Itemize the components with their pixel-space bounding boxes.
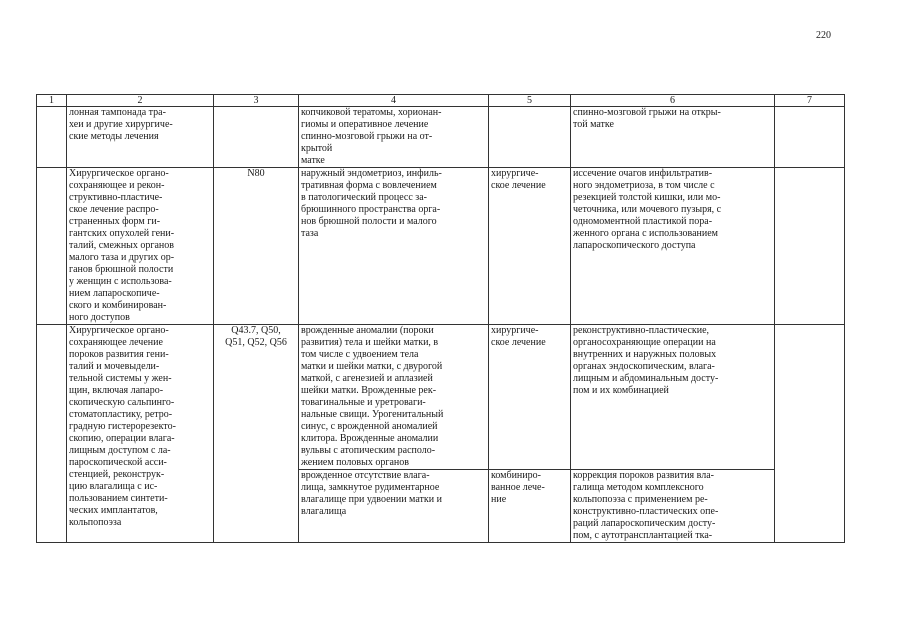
cell-line: раций лапароскопическим досту- <box>573 518 716 529</box>
row-number-cell <box>37 107 67 168</box>
cell-line: кольпопоэза <box>69 517 122 528</box>
cell-line: вульвы с атопическим располо- <box>301 445 436 456</box>
header-cell: 7 <box>775 95 845 107</box>
diagnosis-cell <box>299 325 489 470</box>
table-row <box>37 107 845 168</box>
cell-line: ское лечение <box>491 180 546 191</box>
page-number: 220 <box>816 30 831 41</box>
cell-line: лищным и абдоминальным досту- <box>573 373 719 384</box>
cell-line: скопическую сальпинго- <box>69 397 175 408</box>
cell-line: пороков развития гени- <box>69 349 169 360</box>
row-number-cell <box>37 325 67 543</box>
cell-line: скопию, операции влага- <box>69 433 175 444</box>
cell-line: лонная тампонада тра- <box>69 107 166 118</box>
cost-cell <box>775 325 845 543</box>
header-row <box>37 95 845 107</box>
cell-line: Хирургическое органо- <box>69 325 169 336</box>
cell-line: ские методы лечения <box>69 131 159 142</box>
cell-line: наружный эндометриоз, инфиль- <box>301 168 442 179</box>
cell-line: лапароскопического доступа <box>573 240 696 251</box>
cell-line: сохраняющее лечение <box>69 337 163 348</box>
cell-line: щин, включая лапаро- <box>69 385 164 396</box>
cell-line: лищным доступом с ла- <box>69 445 171 456</box>
cell-line: пароскопической асси- <box>69 457 167 468</box>
cell-line: комбиниро- <box>491 470 541 481</box>
cell-line: талий, смежных органов <box>69 240 175 251</box>
cell-line: нием лапароскопиче- <box>69 288 160 299</box>
cell-line: влагалище при удвоении матки и <box>301 494 442 505</box>
procedure-name-cell <box>67 168 214 325</box>
cell-line: Q51, Q52, Q56 <box>225 337 287 348</box>
cell-line: четочника, или мочевого пузыря, с <box>573 204 722 215</box>
cell-line: внутренних и наружных половых <box>573 349 717 360</box>
header-cell: 1 <box>37 95 67 107</box>
cell-line: одномоментной пластикой пора- <box>573 216 713 227</box>
cell-line: спинно-мозговой грыжи на от- <box>301 131 433 142</box>
table-row <box>37 168 845 325</box>
cell-line: галища методом комплексного <box>573 482 704 493</box>
cell-line: пом и их комбинацией <box>573 385 669 396</box>
cell-line: клитора. Врожденные аномалии <box>301 433 439 444</box>
cell-line: таза <box>301 228 319 239</box>
diagnosis-cell <box>299 168 489 325</box>
cell-line: том числе с удвоением тела <box>301 349 419 360</box>
icd-code-cell <box>214 107 299 168</box>
cell-line: стенцией, реконструк- <box>69 469 165 480</box>
header-cell: 5 <box>489 95 571 107</box>
table-row <box>37 325 845 470</box>
cell-line: ского и комбинирован- <box>69 300 167 311</box>
cell-line: ного эндометриоза, в том числе с <box>573 180 715 191</box>
cell-line: матке <box>301 155 325 166</box>
cell-line: реконструктивно-пластические, <box>573 325 710 336</box>
cell-line: резекцией толстой кишки, или мо- <box>573 192 721 203</box>
header-cell: 3 <box>214 95 299 107</box>
cell-line: гиомы и оперативное лечение <box>301 119 429 130</box>
cell-line: кольпопоэза с применением ре- <box>573 494 708 505</box>
cell-line: Q43.7, Q50, <box>231 325 281 336</box>
cell-line: страненных форм ги- <box>69 216 161 227</box>
cell-line: ного доступов <box>69 312 130 323</box>
cell-line: той матке <box>573 119 614 130</box>
header-cell: 2 <box>67 95 214 107</box>
cell-line: матки и шейки матки, с двурогой <box>301 361 443 372</box>
cell-line: жением половых органов <box>301 457 409 468</box>
cell-line: градную гистерорезекто- <box>69 421 176 432</box>
cell-line: нальные свищи. Урогенитальный <box>301 409 444 420</box>
treatment-method-cell <box>571 470 775 543</box>
procedure-name-cell <box>67 107 214 168</box>
cell-line: стоматопластику, ретро- <box>69 409 173 420</box>
cost-cell <box>775 168 845 325</box>
cell-line: лища, замкнутое рудиментарное <box>301 482 440 493</box>
cell-line: у женщин с использова- <box>69 276 172 287</box>
cell-line: врожденное отсутствие влага- <box>301 470 430 481</box>
treatment-type-cell <box>489 325 571 470</box>
cell-line: маткой, с агенезией и аплазией <box>301 373 433 384</box>
cell-line: цию влагалища с ис- <box>69 481 158 492</box>
cell-line: влагалища <box>301 506 347 517</box>
cell-line: сохраняющее и рекон- <box>69 180 165 191</box>
cell-line: нов брюшной полости и малого <box>301 216 437 227</box>
cell-line: хеи и другие хирургиче- <box>69 119 173 130</box>
icd-code-cell <box>214 168 299 325</box>
cell-line: спинно-мозговой грыжи на откры- <box>573 107 721 118</box>
header-cell: 4 <box>299 95 489 107</box>
cell-line: крытой <box>301 143 333 154</box>
treatment-method-cell <box>571 107 775 168</box>
cell-line: ванное лече- <box>491 482 545 493</box>
cell-line: в патологический процесс за- <box>301 192 428 203</box>
cell-line: ние <box>491 494 507 505</box>
header-cell: 6 <box>571 95 775 107</box>
cell-line: товагинальные и уретроваги- <box>301 397 426 408</box>
cell-line: ганов брюшной полости <box>69 264 174 275</box>
row-number-cell <box>37 168 67 325</box>
cell-line: Хирургическое органо- <box>69 168 169 179</box>
cell-line: N80 <box>247 168 265 179</box>
cell-line: структивно-пластиче- <box>69 192 163 203</box>
treatment-type-cell <box>489 168 571 325</box>
cell-line: женного органа с использованием <box>573 228 718 239</box>
cost-cell <box>775 107 845 168</box>
cell-line: коррекция пороков развития вла- <box>573 470 715 481</box>
cell-line: конструктивно-пластических опе- <box>573 506 719 517</box>
cell-line: гантских опухолей гени- <box>69 228 175 239</box>
icd-code-cell <box>214 325 299 543</box>
cell-line: талий и мочевыдели- <box>69 361 160 372</box>
diagnosis-cell <box>299 107 489 168</box>
treatment-type-cell <box>489 470 571 543</box>
cell-line: ское лечение распро- <box>69 204 159 215</box>
cell-line: синус, с врожденной аномалией <box>301 421 438 432</box>
cell-line: пользованием синтети- <box>69 493 168 504</box>
cell-line: врожденные аномалии (пороки <box>301 325 434 336</box>
cell-line: ческих имплантатов, <box>69 505 158 516</box>
cell-line: тративная форма с вовлечением <box>301 180 437 191</box>
treatment-type-cell <box>489 107 571 168</box>
cell-line: органосохраняющие операции на <box>573 337 716 348</box>
cell-line: развития) тела и шейки матки, в <box>301 337 439 348</box>
cell-line: брюшинного пространства орга- <box>301 204 441 215</box>
cell-line: шейки матки. Врожденные рек- <box>301 385 437 396</box>
diagnosis-cell <box>299 470 489 543</box>
cell-line: пом, с аутотрансплантацией тка- <box>573 530 713 541</box>
cell-line: ское лечение <box>491 337 546 348</box>
treatment-method-cell <box>571 325 775 470</box>
cell-line: хирургиче- <box>491 168 539 179</box>
cell-line: малого таза и других ор- <box>69 252 175 263</box>
procedure-name-cell <box>67 325 214 543</box>
cell-line: органах эндоскопическим, влага- <box>573 361 715 372</box>
cell-line: тельной системы у жен- <box>69 373 172 384</box>
treatment-method-cell <box>571 168 775 325</box>
cell-line: иссечение очагов инфильтратив- <box>573 168 713 179</box>
medical-procedures-table <box>36 94 845 543</box>
cell-line: хирургиче- <box>491 325 539 336</box>
cell-line: копчиковой тератомы, хорионан- <box>301 107 442 118</box>
